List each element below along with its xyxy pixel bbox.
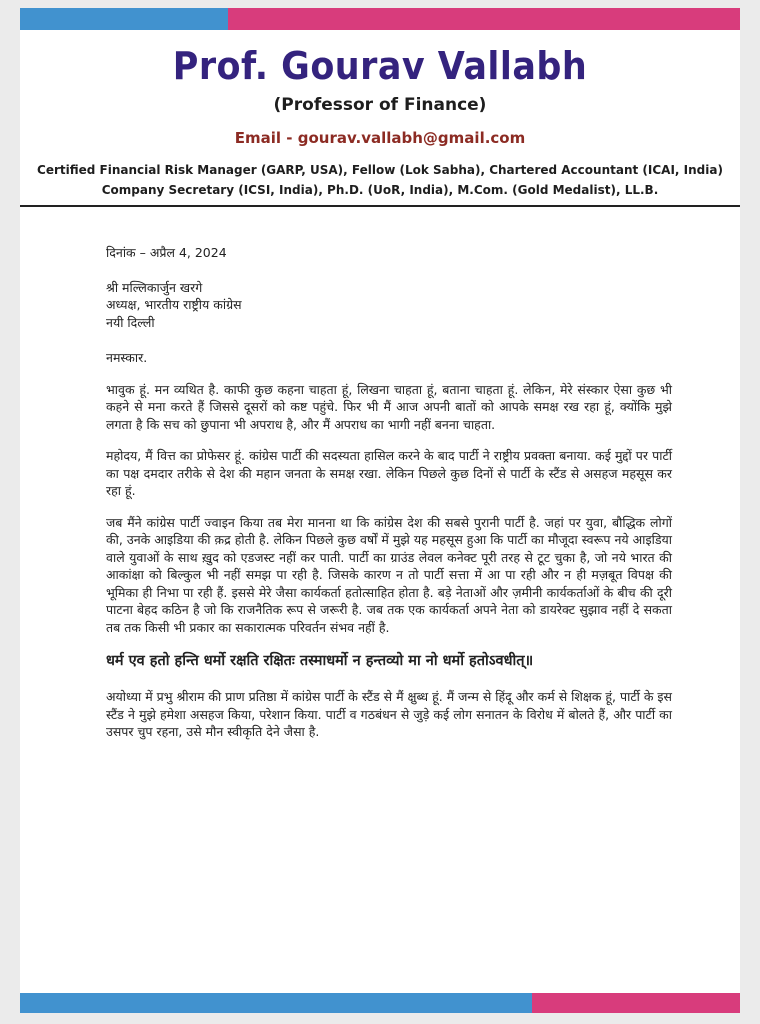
sender-email: Email - gourav.vallabh@gmail.com [234, 129, 526, 147]
recipient-line-3: नयी दिल्ली [106, 314, 155, 330]
letterhead [20, 44, 740, 200]
top-color-band [20, 8, 740, 30]
qualifications-line-2: Company Secretary (ICSI, India), Ph.D. (UoR, India), M.Com. (Gold Medalist), LL.B. [101, 183, 659, 197]
paragraph-2: महोदय, मैं वित्त का प्रोफेसर हूं. कांग्रेस पार्टी की सदस्यता हासिल करने के बाद पार्टी ने राष्ट्रीय प्रवक्ता बनाया. कई मुद्दों पर पार्टी का पक्ष दमदार तरीके से देश की महान जनता के समक्ष रखा. लेकिन पिछले कुछ दिनों से पार्टी के स्टैंड से असहज महसूस कर रहा हूं. [106, 448, 672, 498]
paragraph-3: जब मैंने कांग्रेस पार्टी ज्वाइन किया तब मेरा मानना था कि कांग्रेस देश की सबसे पुरानी पार्टी है. जहां पर युवा, बौद्धिक लोगों की, उनके आइडिया की क़द्र होती है. लेकिन पिछले कुछ वर्षों में मुझे यह महसूस हुआ कि पार्टी का मौजूदा स्वरूप नये आइडिया वाले युवाओं के साथ ख़ुद को एडजस्ट नहीं कर पाती. पार्टी का ग्राउंड लेवल कनेक्ट पूरी तरह से टूट चुका है, जो नये भारत की आकांक्षा को बिल्कुल भी नहीं समझ पा रही है. जिसके कारण न तो पार्टी सत्ता में आ पा रही और न ही मज़बूत विपक्ष की भूमिका ही निभा पा रही हैं. इससे मेरे जैसा कार्यकर्ता हतोत्साहित होता है. बड़े नेताओं और ज़मीनी कार्यकर्ताओं के बीच की दूरी पाटना बेहद कठिन है जो कि राजनैतिक रूप से जरूरी है. जब तक एक कार्यकर्ता अपने नेता को डायरेक्ट सुझाव नहीं दे सकता तब तक किसी भी प्रकार का सकारात्मक परिवर्तन संभव नहीं है. [106, 514, 672, 635]
qualifications-line-1: Certified Financial Risk Manager (GARP, USA), Fellow (Lok Sabha), Chartered Accountant (ICAI, India) [37, 163, 723, 177]
top-band-blue [20, 8, 228, 30]
paragraph-4: अयोध्या में प्रभु श्रीराम की प्राण प्रतिष्ठा में कांग्रेस पार्टी के स्टैंड से मैं क्षुब्ध हूं. मैं जन्म से हिंदू और कर्म से शिक्षक हूं, पार्टी के इस स्टैंड ने मुझे हमेशा असहज किया, परेशान किया. पार्टी व गठबंधन से जुड़े कई लोग सनातन के विरोध में बोलते हैं, और पार्टी का उसपर चुप रहना, उसे मौन स्वीकृति देने जैसा है. [106, 689, 672, 739]
top-band-pink [228, 8, 740, 30]
header-divider [20, 205, 740, 207]
recipient-line-2: अध्यक्ष, भारतीय राष्ट्रीय कांग्रेस [106, 297, 242, 312]
letter-date: दिनांक – अप्रैल 4, 2024 [106, 245, 227, 260]
greeting: नमस्कार. [106, 350, 148, 365]
recipient-line-1: श्री मल्लिकार्जुन खरगे [106, 279, 203, 295]
bottom-color-band [20, 993, 740, 1013]
sender-qualifications [20, 160, 740, 200]
bottom-band-blue [20, 993, 532, 1013]
sender-role: (Professor of Finance) [273, 95, 487, 115]
letter-page [20, 8, 740, 1013]
sanskrit-shloka: धर्म एव हतो हन्ति धर्मो रक्षति रक्षितः तस्माधर्मो न हन्तव्यो मा नो धर्मो हतोऽवधीत्॥ [106, 653, 534, 669]
sender-name: Prof. Gourav Vallabh [172, 44, 588, 88]
paragraph-1: भावुक हूं. मन व्यथित है. काफी कुछ कहना चाहता हूं, लिखना चाहता हूं, बताना चाहता हूं. लेकिन, मेरे संस्कार ऐसा कुछ भी कहने से मना करते हैं जिससे दूसरों को कष्ट पहुंचे. फिर भी मैं आज अपनी बातों को आपके समक्ष रख रहा हूं, क्योंकि मुझे लगता है कि सच को छुपाना भी अपराध है, और मैं अपराध का भागी नहीं बनना चाहता. [106, 381, 672, 432]
bottom-band-pink [532, 993, 740, 1013]
recipient-address [106, 279, 672, 332]
letter-body [106, 244, 672, 755]
